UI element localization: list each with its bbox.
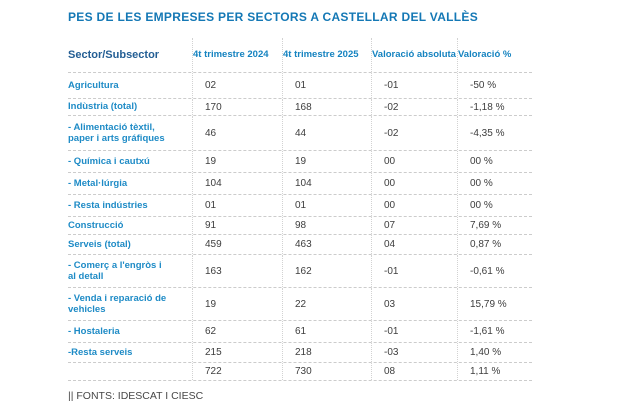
value-cell-percent-variation: 7,69 %: [470, 220, 502, 231]
value-cell-q4-2024: 19: [193, 288, 283, 320]
value-cell-q4-2025: 104: [283, 173, 372, 194]
sector-label-cell: - Química i cautxú: [68, 151, 193, 172]
table-row: [68, 73, 532, 99]
value-cell-q4-2024: 19: [193, 151, 283, 172]
value-cell-q4-2024: 46: [193, 116, 283, 150]
sector-label-cell: Agricultura: [68, 73, 193, 98]
table-row: [68, 363, 532, 381]
value-cell-q4-2024: 215: [193, 343, 283, 362]
sector-label-cell: [68, 363, 193, 380]
value-cell-q4-2024: 104: [193, 173, 283, 194]
sector-label-cell: - Hostaleria: [68, 321, 193, 342]
value-cell-percent-variation: -1,18 %: [470, 101, 505, 113]
value-cell-absolute-variation: -01: [372, 255, 458, 287]
report-figure: [68, 10, 534, 402]
value-cell-q4-2025: 463: [283, 235, 372, 254]
table-row: [68, 255, 532, 288]
column-header-q4-2024: 4t trimestre 2024: [193, 38, 283, 72]
value-cell-absolute-variation: 04: [372, 235, 458, 254]
table-row: [68, 116, 532, 151]
value-cell-percent-variation: 0,87 %: [470, 239, 502, 250]
value-cell-q4-2025: 162: [283, 255, 372, 287]
value-cell-absolute-variation: 03: [372, 288, 458, 320]
value-cell-q4-2025: 61: [283, 321, 372, 342]
value-cell-q4-2024: 62: [193, 321, 283, 342]
value-cell-absolute-variation: 00: [372, 173, 458, 194]
sector-label-cell: - Resta indústries: [68, 195, 193, 216]
value-cell-absolute-variation: 00: [372, 151, 458, 172]
value-cell-absolute-variation: -02: [372, 99, 458, 115]
value-cell-q4-2024: 459: [193, 235, 283, 254]
value-cell-q4-2025: 168: [283, 99, 372, 115]
table-row: [68, 321, 532, 343]
table-row: [68, 217, 532, 235]
value-cell-absolute-variation: 00: [372, 195, 458, 216]
table-row: [68, 235, 532, 255]
column-header-q4-2025: 4t trimestre 2025: [283, 38, 372, 72]
sector-label-cell: Indùstria (total): [68, 99, 193, 115]
table-body: [68, 73, 532, 381]
value-cell-percent-variation: 00 %: [470, 178, 493, 189]
sector-label-cell: - Alimentació tèxtil, paper i arts gráfiques: [68, 116, 193, 150]
value-cell-absolute-variation: -03: [372, 343, 458, 362]
value-cell-percent-variation: 00 %: [470, 200, 493, 211]
value-cell-q4-2024: 91: [193, 217, 283, 234]
sector-label-cell: - Metal·lúrgia: [68, 173, 193, 194]
sector-label-cell: - Venda i reparació de vehicles: [68, 288, 193, 320]
table-row: [68, 288, 532, 321]
value-cell-percent-variation: 15,79 %: [470, 298, 507, 310]
value-cell-q4-2024: 163: [193, 255, 283, 287]
value-cell-q4-2024: 02: [193, 73, 283, 98]
column-header-sector: Sector/Subsector: [68, 38, 193, 72]
value-cell-q4-2025: 98: [283, 217, 372, 234]
value-cell-q4-2024: 170: [193, 99, 283, 115]
value-cell-percent-variation: 1,40 %: [470, 347, 502, 358]
value-cell-percent-variation: 1,11 %: [470, 366, 501, 377]
value-cell-absolute-variation: -01: [372, 321, 458, 342]
value-cell-absolute-variation: -02: [372, 116, 458, 150]
value-cell-q4-2025: 730: [283, 363, 372, 380]
column-header-percent-variation: Valoració %: [458, 48, 512, 60]
value-cell-q4-2025: 01: [283, 73, 372, 98]
table-row: [68, 151, 532, 173]
value-cell-percent-variation: 00 %: [470, 156, 493, 167]
sector-label-cell: -Resta serveis: [68, 343, 193, 362]
table-header-row: [68, 38, 532, 73]
sector-label-cell: Serveis (total): [68, 235, 193, 254]
source-note: || FONTS: IDESCAT I CIESC: [68, 390, 204, 402]
table-row: [68, 343, 532, 363]
value-cell-q4-2025: 01: [283, 195, 372, 216]
value-cell-absolute-variation: -01: [372, 73, 458, 98]
sector-label-cell: - Comerç a l'engròs i al detall: [68, 255, 193, 287]
value-cell-q4-2025: 218: [283, 343, 372, 362]
value-cell-q4-2025: 44: [283, 116, 372, 150]
value-cell-absolute-variation: 08: [372, 363, 458, 380]
value-cell-q4-2025: 19: [283, 151, 372, 172]
sectors-table: [68, 38, 532, 381]
value-cell-absolute-variation: 07: [372, 217, 458, 234]
value-cell-percent-variation: -1,61 %: [470, 326, 505, 337]
table-row: [68, 173, 532, 195]
value-cell-percent-variation: -4,35 %: [470, 127, 505, 139]
value-cell-q4-2024: 722: [193, 363, 283, 380]
page-title: PES DE LES EMPRESES PER SECTORS A CASTELLAR DEL VALLÈS: [68, 10, 479, 24]
value-cell-percent-variation: -0,61 %: [470, 265, 505, 277]
table-row: [68, 99, 532, 116]
value-cell-percent-variation: -50 %: [470, 80, 497, 91]
value-cell-q4-2025: 22: [283, 288, 372, 320]
column-header-absolute-variation: Valoració absoluta: [372, 38, 458, 72]
table-row: [68, 195, 532, 217]
sector-label-cell: Construcció: [68, 217, 193, 234]
value-cell-q4-2024: 01: [193, 195, 283, 216]
